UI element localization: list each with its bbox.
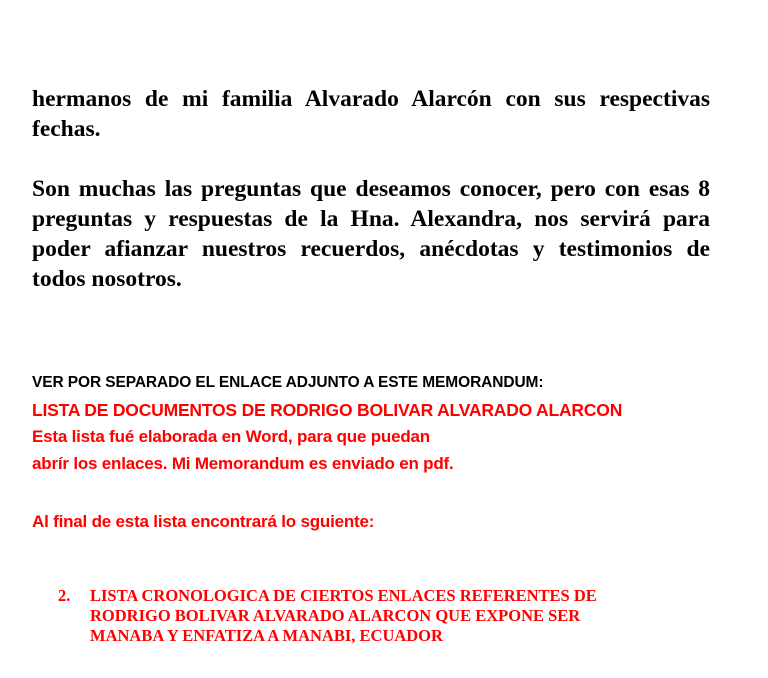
questions-paragraph: Son muchas las preguntas que deseamos conocer, pero con esas 8 preguntas y respuestas de la Hna. Alexandra, nos servirá para poder afianzar nuestros recuerdos, anécdotas y testimonios de todos nosotros. — [32, 176, 710, 292]
word-list-note-line-1: Esta lista fué elaborada en Word, para que puedan — [32, 427, 430, 446]
word-list-note-line-2: abrír los enlaces. Mi Memorandum es enviado en pdf. — [32, 454, 454, 473]
list-item-line: LISTA CRONOLOGICA DE CIERTOS ENLACES REFERENTES DE — [90, 586, 597, 605]
list-item-number: 2. — [58, 586, 71, 605]
intro-paragraph: hermanos de mi familia Alvarado Alarcón con sus respectivas fechas. — [32, 86, 710, 142]
document-list-title: LISTA DE DOCUMENTOS DE RODRIGO BOLIVAR ALVARADO ALARCON — [32, 400, 623, 420]
attachment-note-heading: VER POR SEPARADO EL ENLACE ADJUNTO A ESTE MEMORANDUM: — [32, 374, 544, 391]
list-item-line: RODRIGO BOLIVAR ALVARADO ALARCON QUE EXPONE SER — [90, 606, 581, 625]
list-item-line: MANABA Y ENFATIZA A MANABI, ECUADOR — [90, 626, 443, 645]
list-item-text — [90, 586, 720, 646]
end-of-list-note: Al final de esta lista encontrará lo sguiente: — [32, 512, 375, 531]
